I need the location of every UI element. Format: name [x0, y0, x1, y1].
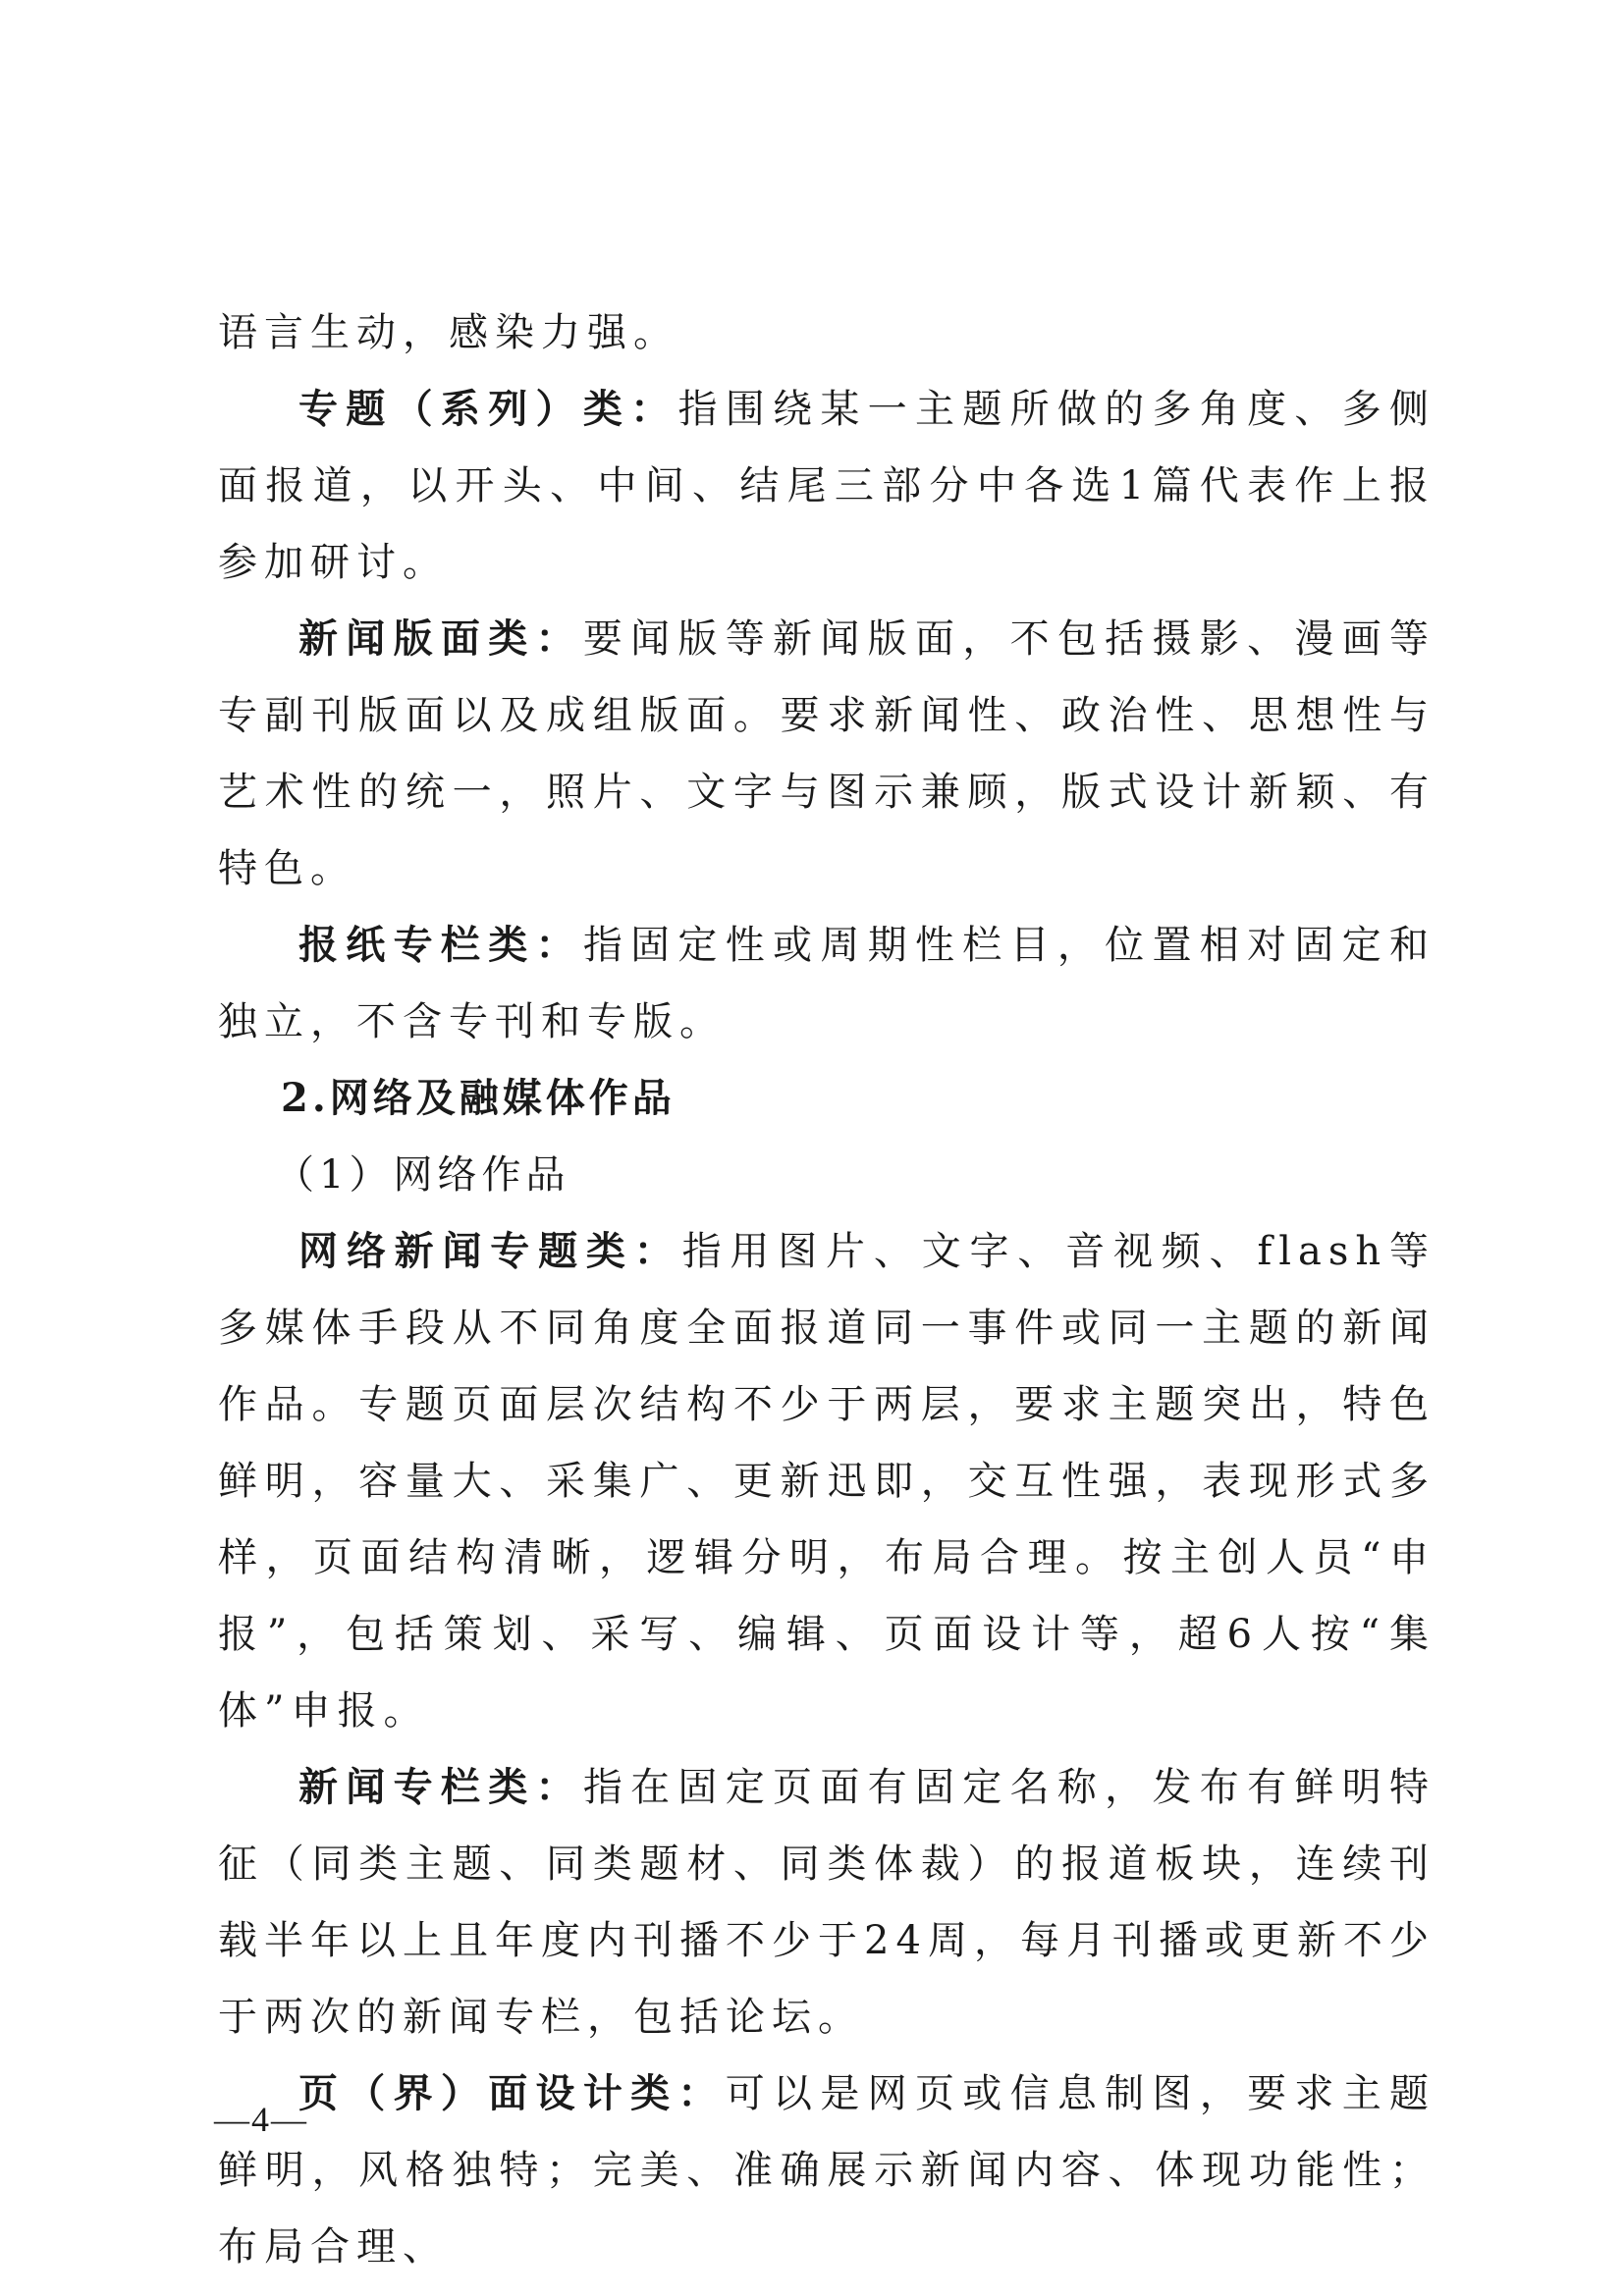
- paragraph-lead: 专题（系列）类：: [298, 386, 678, 432]
- paragraph-online-topic: [218, 1213, 1435, 1749]
- subsection-heading: （1）网络作品: [275, 1152, 570, 1198]
- paragraph-page-design: [218, 2056, 1435, 2285]
- paragraph-continuation: [218, 294, 1435, 371]
- paragraph-lead: 新闻版面类：: [298, 615, 583, 662]
- page-number: —4—: [214, 2100, 308, 2139]
- paragraph-text: 要闻版等新闻版面，不包括摄影、漫画等专副刊版面以及成组版面。要求新闻性、政治性、思想性与艺术性的统一，照片、文字与图示兼顾，版式设计新颖、有特色。: [218, 616, 1436, 891]
- paragraph-news-layout: [218, 601, 1435, 907]
- paragraph-text: 指围绕某一主题所做的多角度、多侧面报道，以开头、中间、结尾三部分中各选1篇代表作上报参加研讨。: [218, 387, 1436, 585]
- document-page: [218, 294, 1435, 2285]
- paragraph-text: 指用图片、文字、音视频、flash等多媒体手段从不同角度全面报道同一事件或同一主题的新闻作品。专题页面层次结构不少于两层，要求主题突出，特色鲜明，容量大、采集广、更新迅即，交互性强，表现形式多样，页面结构清晰，逻辑分明，布局合理。按主创人员“申报”，包括策划、采写、编辑、页面设计等，超6人按“集体”申报。: [218, 1229, 1436, 1734]
- paragraph-news-column: [218, 1749, 1435, 2056]
- paragraph-newspaper-column: [218, 907, 1435, 1060]
- paragraph-topic-series: [218, 371, 1435, 601]
- paragraph-text: 指固定性或周期性栏目，位置相对固定和独立，不含专刊和专版。: [218, 923, 1436, 1044]
- section-heading: 2.网络及融媒体作品: [281, 1075, 676, 1121]
- paragraph-lead: 网络新闻专题类：: [298, 1228, 682, 1274]
- paragraph-text: 可以是网页或信息制图，要求主题鲜明，风格独特；完美、准确展示新闻内容、体现功能性；布局合理、: [218, 2071, 1436, 2269]
- paragraph-lead: 页（界）面设计类：: [298, 2070, 726, 2116]
- paragraph-lead: 新闻专栏类：: [298, 1764, 583, 1810]
- paragraph-text: 指在固定页面有固定名称，发布有鲜明特征（同类主题、同类题材、同类体裁）的报道板块，连续刊载半年以上且年度内刊播不少于24周，每月刊播或更新不少于两次的新闻专栏，包括论坛。: [218, 1765, 1436, 2040]
- paragraph-text: 语言生动，感染力强。: [218, 310, 679, 355]
- paragraph-lead: 报纸专栏类：: [298, 922, 583, 968]
